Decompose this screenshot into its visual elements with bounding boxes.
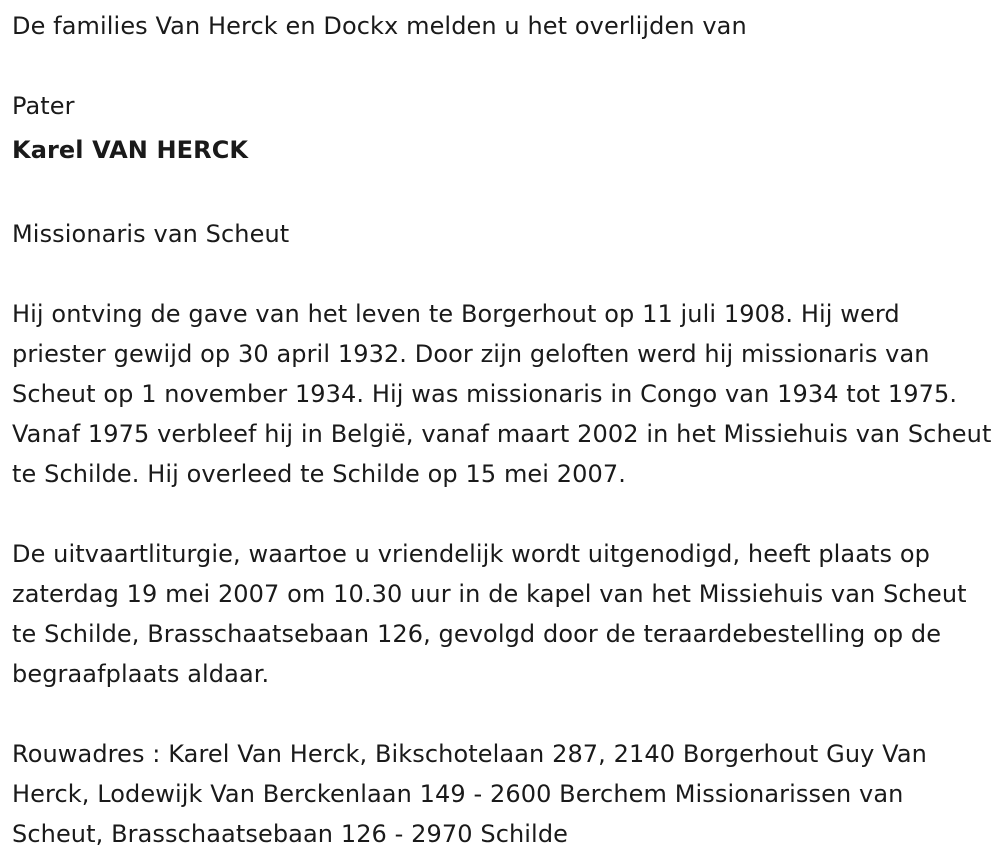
intro-text: De families Van Herck en Dockx melden u het overlijden van xyxy=(12,12,747,40)
mourning-address: Rouwadres : Karel Van Herck, Bikschotelaan 287, 2140 Borgerhout Guy Van Herck, Lodewijk Van Berckenlaan 149 - 2600 Berchem Missionarissen van Scheut, Brasschaatsebaan 126 - 2970 Schilde xyxy=(12,740,927,848)
spacer xyxy=(12,174,996,214)
deceased-name: Karel VAN HERCK xyxy=(12,136,249,164)
honorific: Pater xyxy=(12,92,75,120)
spacer xyxy=(12,254,996,294)
spacer xyxy=(12,46,996,86)
obituary-notice xyxy=(12,6,996,854)
spacer xyxy=(12,494,996,534)
funeral-paragraph: De uitvaartliturgie, waartoe u vriendelijk wordt uitgenodigd, heeft plaats op zaterdag 19 mei 2007 om 10.30 uur in de kapel van het Missiehuis van Scheut te Schilde, Brasschaatsebaan 126, gevolgd door de teraardebestelling op de begraafplaats aldaar. xyxy=(12,540,967,688)
role-text: Missionaris van Scheut xyxy=(12,220,290,248)
biography-paragraph: Hij ontving de gave van het leven te Borgerhout op 11 juli 1908. Hij werd priester gewijd op 30 april 1932. Door zijn geloften werd hij missionaris van Scheut op 1 november 1934. Hij was missionaris in Congo van 1934 tot 1975. Vanaf 1975 verbleef hij in België, vanaf maart 2002 in het Missiehuis van Scheut te Schilde. Hij overleed te Schilde op 15 mei 2007. xyxy=(12,300,992,488)
spacer xyxy=(12,694,996,734)
